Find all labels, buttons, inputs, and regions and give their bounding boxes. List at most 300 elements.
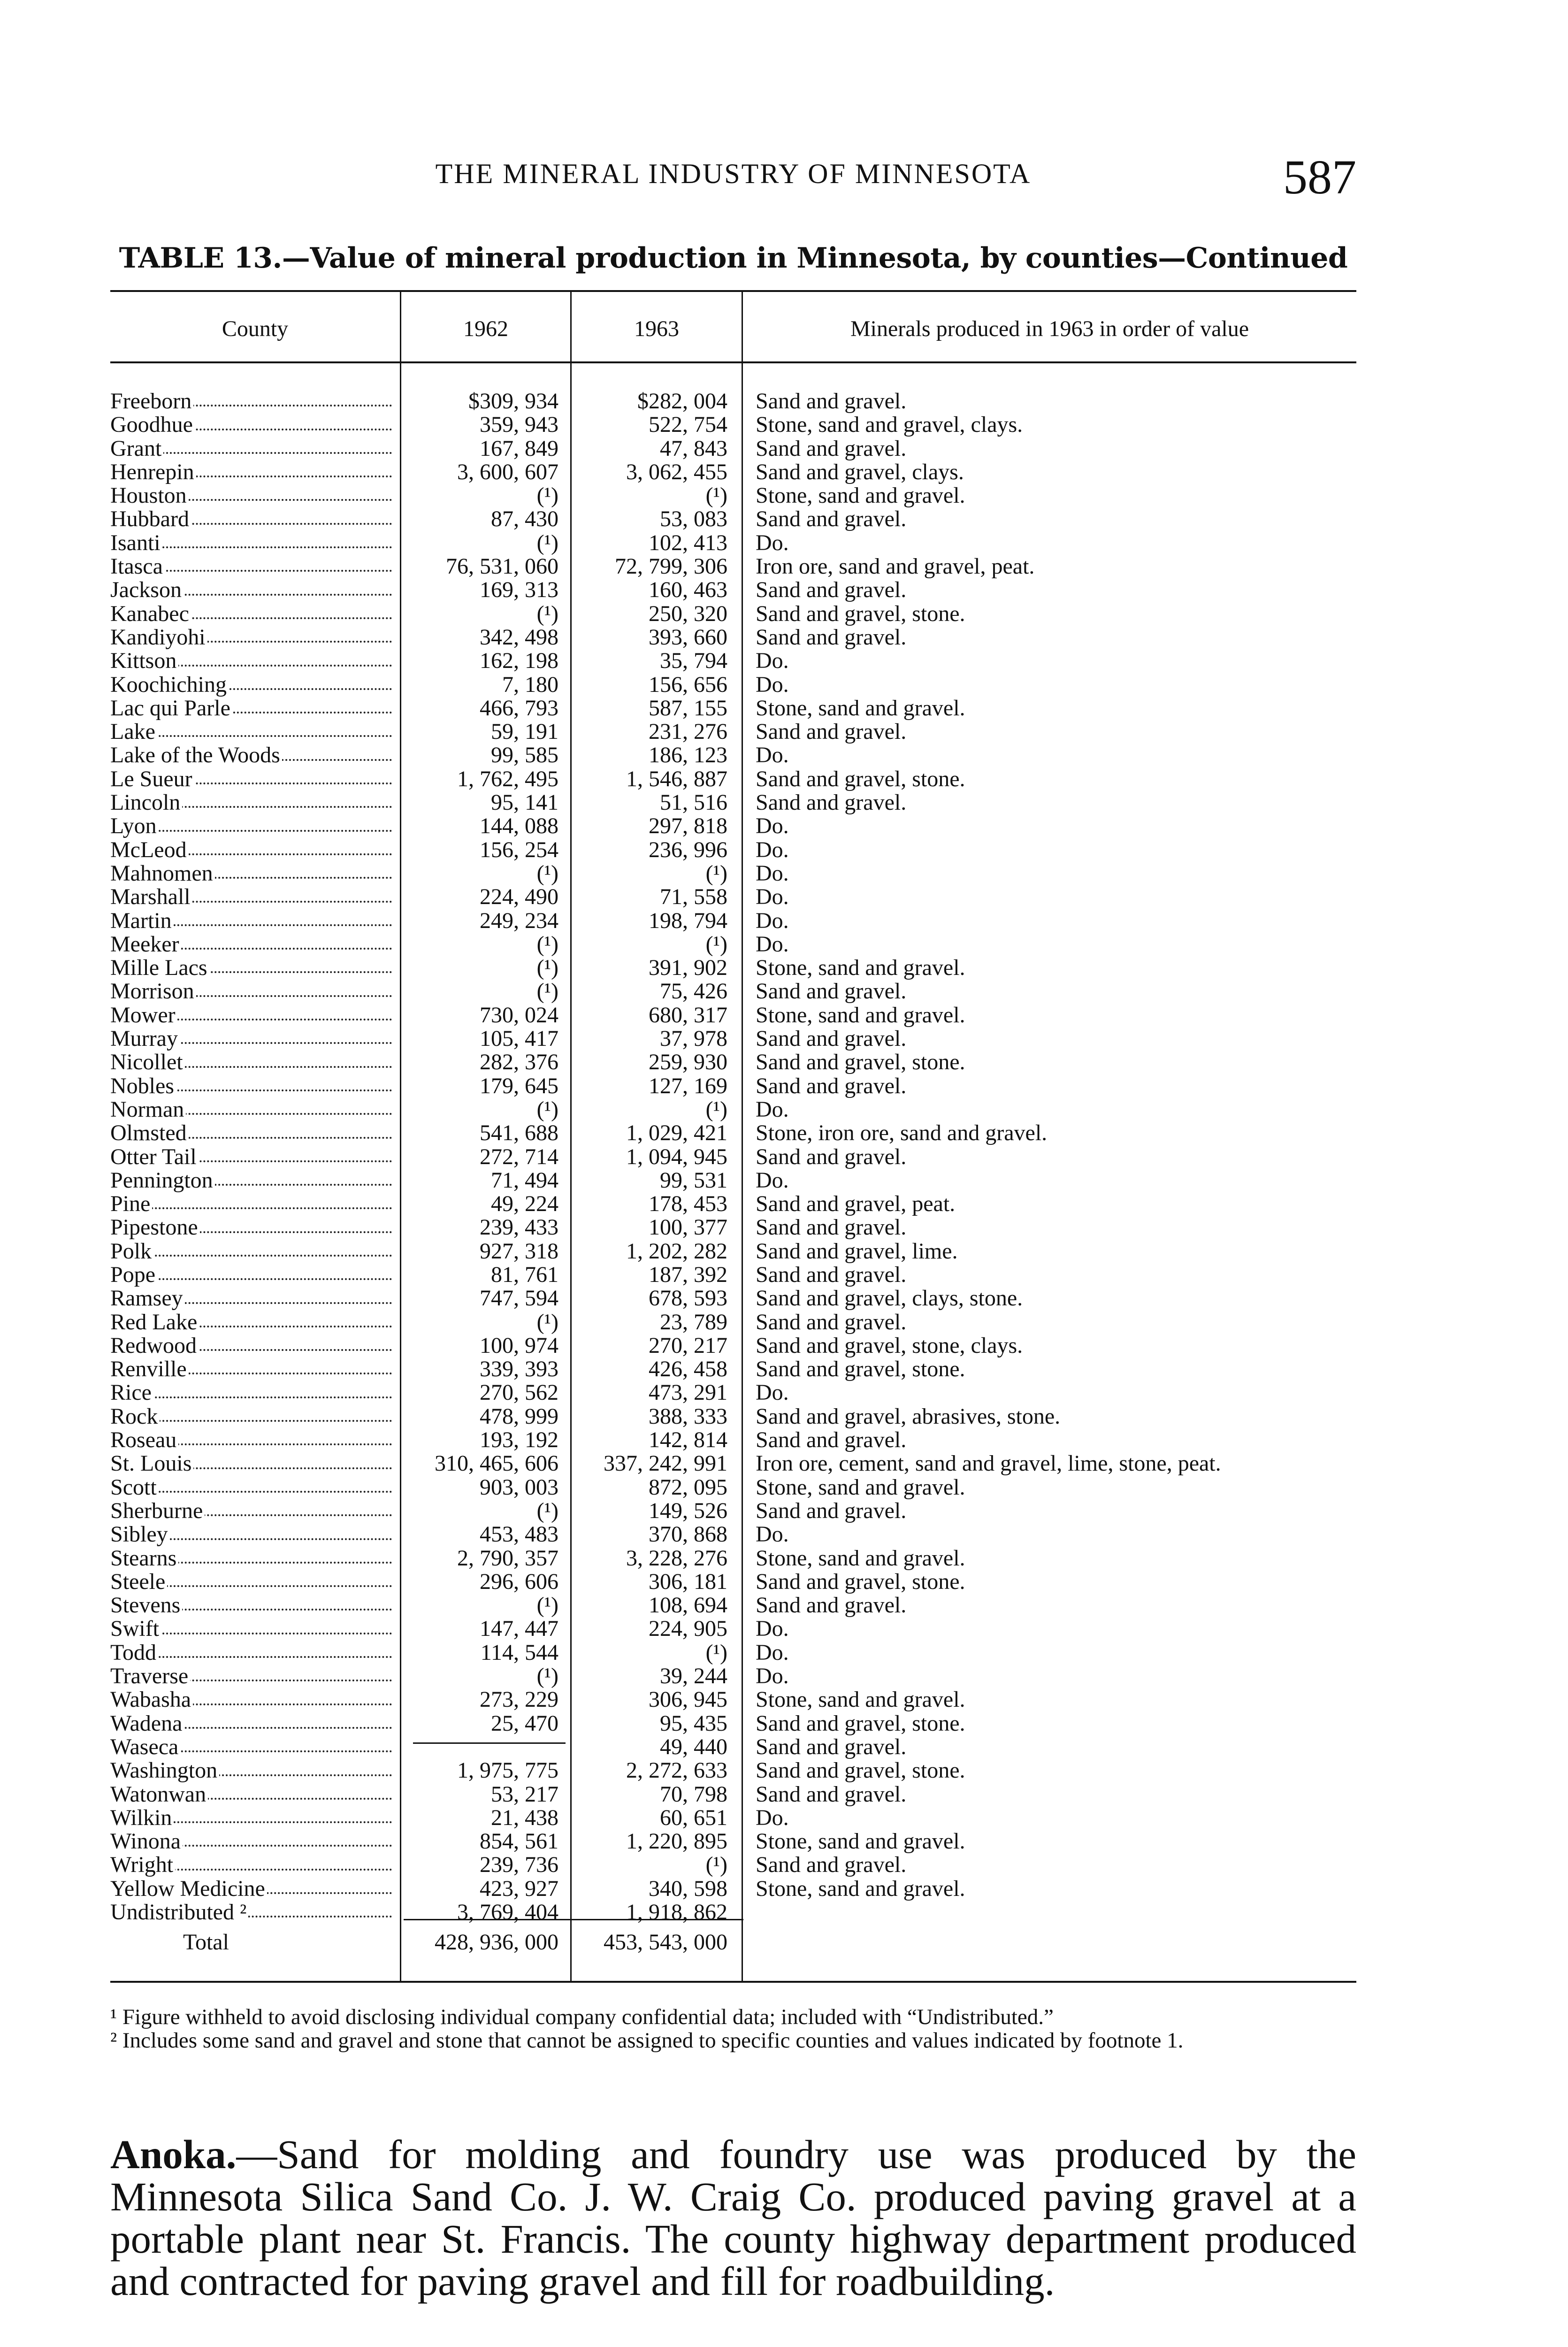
value-1962-cell: 147, 447 bbox=[480, 1617, 558, 1641]
minerals-cell: Iron ore, cement, sand and gravel, lime, stone, peat. bbox=[756, 1452, 1221, 1476]
value-1962-cell: 99, 585 bbox=[491, 744, 558, 767]
county-cell bbox=[110, 814, 392, 838]
value-1962-cell: 466, 793 bbox=[480, 696, 558, 721]
county-name: Koochiching bbox=[110, 673, 229, 697]
value-1962-cell: 747, 594 bbox=[480, 1287, 558, 1311]
county-cell bbox=[110, 437, 392, 460]
minerals-cell: Do. bbox=[756, 861, 789, 886]
paragraph-lead: Anoka. bbox=[110, 2132, 237, 2177]
county-cell bbox=[110, 1452, 392, 1475]
value-1963-cell: 426, 458 bbox=[649, 1358, 727, 1381]
county-name: McLeod bbox=[110, 838, 189, 862]
county-cell bbox=[110, 1145, 392, 1169]
value-1962-cell: 100, 974 bbox=[480, 1334, 558, 1358]
value-1962-cell: 296, 606 bbox=[480, 1570, 558, 1594]
minerals-cell: Stone, sand and gravel. bbox=[756, 1003, 965, 1028]
value-1963-cell: 102, 413 bbox=[649, 531, 727, 555]
value-1962-cell: 339, 393 bbox=[480, 1358, 558, 1381]
value-1962-cell: $309, 934 bbox=[468, 390, 558, 414]
county-cell bbox=[110, 460, 392, 484]
minerals-cell: Sand and gravel. bbox=[756, 1782, 907, 1806]
county-name: Redwood bbox=[110, 1334, 199, 1358]
county-cell bbox=[110, 1074, 392, 1098]
value-1962-cell: 249, 234 bbox=[480, 909, 558, 933]
value-1963-cell: (¹) bbox=[705, 932, 727, 957]
value-1962-cell: 7, 180 bbox=[502, 673, 558, 697]
county-name: Goodhue bbox=[110, 413, 195, 437]
minerals-cell: Do. bbox=[756, 649, 789, 673]
value-1963-cell: (¹) bbox=[705, 484, 727, 508]
value-1963-cell: 306, 181 bbox=[649, 1570, 727, 1594]
county-name: Polk bbox=[110, 1240, 153, 1263]
value-1962-cell: 49, 224 bbox=[491, 1192, 558, 1216]
value-1962-cell: 478, 999 bbox=[480, 1404, 558, 1429]
value-1963-cell: (¹) bbox=[705, 1097, 727, 1122]
county-cell bbox=[110, 413, 392, 437]
county-cell bbox=[110, 791, 392, 814]
value-1963-cell: 678, 593 bbox=[649, 1287, 727, 1311]
county-cell bbox=[110, 1594, 392, 1617]
county-cell bbox=[110, 1688, 392, 1711]
county-name: Morrison bbox=[110, 980, 196, 1003]
minerals-cell: Sand and gravel, stone. bbox=[756, 1570, 965, 1594]
county-cell bbox=[110, 1358, 392, 1381]
value-1962-cell: (¹) bbox=[536, 932, 558, 957]
value-1963-cell: 95, 435 bbox=[660, 1711, 727, 1735]
column-rule-2 bbox=[570, 291, 572, 1981]
value-1963-cell: 236, 996 bbox=[649, 838, 727, 862]
minerals-cell: Stone, sand and gravel. bbox=[756, 1877, 965, 1901]
value-1962-cell: 162, 198 bbox=[480, 649, 558, 673]
county-name: Itasca bbox=[110, 555, 165, 578]
value-1962-cell: 144, 088 bbox=[480, 814, 558, 838]
county-cell bbox=[110, 1853, 392, 1877]
value-1963-cell: 72, 799, 306 bbox=[615, 555, 727, 579]
county-name: Renville bbox=[110, 1358, 189, 1381]
county-cell bbox=[110, 1051, 392, 1074]
value-1963-cell: $282, 004 bbox=[637, 390, 727, 414]
value-1963-cell: 522, 754 bbox=[649, 413, 727, 437]
county-cell bbox=[110, 1287, 392, 1310]
minerals-cell: Sand and gravel, lime. bbox=[756, 1239, 958, 1263]
value-1963-cell: 149, 526 bbox=[649, 1499, 727, 1523]
value-1962-cell: 1, 762, 495 bbox=[457, 767, 558, 791]
county-cell bbox=[110, 673, 392, 697]
minerals-cell: Sand and gravel. bbox=[756, 720, 907, 744]
minerals-cell: Stone, sand and gravel. bbox=[756, 1475, 965, 1499]
minerals-cell: Sand and gravel, stone. bbox=[756, 767, 965, 791]
value-1962-cell: 310, 465, 606 bbox=[435, 1452, 558, 1476]
value-1962-cell: 224, 490 bbox=[480, 885, 558, 909]
county-name: Rock bbox=[110, 1405, 160, 1428]
county-name: Washington bbox=[110, 1759, 219, 1782]
value-1963-cell: 23, 789 bbox=[660, 1310, 727, 1334]
value-1962-cell: 854, 561 bbox=[480, 1830, 558, 1854]
value-1963-cell: 680, 317 bbox=[649, 1003, 727, 1028]
value-1962-cell: (¹) bbox=[536, 602, 558, 626]
value-1963-cell: 108, 694 bbox=[649, 1594, 727, 1618]
column-header-1962: 1962 bbox=[463, 316, 508, 341]
minerals-cell: Sand and gravel. bbox=[756, 1145, 907, 1169]
county-name: Freeborn bbox=[110, 390, 193, 413]
value-1962-cell: 423, 927 bbox=[480, 1877, 558, 1901]
minerals-cell: Sand and gravel, stone. bbox=[756, 602, 965, 626]
value-1962-cell: (¹) bbox=[536, 484, 558, 508]
county-name: Stevens bbox=[110, 1594, 182, 1617]
county-name: Norman bbox=[110, 1098, 186, 1121]
value-1963-cell: 60, 651 bbox=[660, 1806, 727, 1830]
dot-leader bbox=[110, 1207, 392, 1209]
value-1963-cell: 2, 272, 633 bbox=[626, 1759, 727, 1783]
value-1963-cell: 37, 978 bbox=[660, 1027, 727, 1051]
value-1962-cell: 239, 736 bbox=[480, 1853, 558, 1877]
county-name: Mille Lacs bbox=[110, 956, 209, 980]
value-1962-cell: 3, 600, 607 bbox=[457, 460, 558, 484]
minerals-cell: Stone, sand and gravel. bbox=[756, 1688, 965, 1712]
minerals-cell bbox=[756, 1901, 1359, 1924]
footnotes bbox=[110, 2005, 1356, 2052]
value-1963-cell: 270, 217 bbox=[649, 1334, 727, 1358]
value-1963-cell: 1, 220, 895 bbox=[626, 1830, 727, 1854]
minerals-cell: Sand and gravel. bbox=[756, 980, 907, 1004]
minerals-cell: Stone, sand and gravel. bbox=[756, 696, 965, 721]
value-1963-cell: 587, 155 bbox=[649, 696, 727, 721]
county-name: Mahnomen bbox=[110, 862, 215, 885]
county-cell bbox=[110, 1476, 392, 1499]
minerals-cell: Sand and gravel, clays. bbox=[756, 460, 964, 484]
value-1962-cell: 169, 313 bbox=[480, 578, 558, 602]
county-cell bbox=[110, 1240, 392, 1263]
county-name: Red Lake bbox=[110, 1311, 199, 1334]
minerals-cell: Sand and gravel. bbox=[756, 1499, 907, 1523]
column-header-county: County bbox=[222, 316, 289, 341]
county-name: Swift bbox=[110, 1617, 161, 1641]
value-1963-cell: 127, 169 bbox=[649, 1074, 727, 1098]
value-1963-cell: 178, 453 bbox=[649, 1192, 727, 1216]
value-1963-cell: 187, 392 bbox=[649, 1263, 727, 1287]
value-1962-cell: 59, 191 bbox=[491, 720, 558, 744]
value-1963-cell: 71, 558 bbox=[660, 885, 727, 909]
county-cell bbox=[110, 602, 392, 626]
county-cell bbox=[110, 390, 392, 413]
county-name: Henrepin bbox=[110, 460, 196, 484]
minerals-cell: Do. bbox=[756, 885, 789, 909]
value-1963-cell: 473, 291 bbox=[649, 1381, 727, 1405]
value-1962-cell: (¹) bbox=[536, 1499, 558, 1523]
county-name: Yellow Medicine bbox=[110, 1877, 267, 1901]
minerals-cell: Stone, sand and gravel, clays. bbox=[756, 413, 1023, 437]
paragraph-text: —Sand for molding and foundry use was produced by the Minnesota Silica Sand Co. J. W. Craig Co. produced paving gravel at a portable plant near St. Francis. The county highway department produced and contracted for paving gravel and fill for roadbuilding. bbox=[110, 2132, 1356, 2304]
value-1962-cell: 105, 417 bbox=[480, 1027, 558, 1051]
value-1963-cell: 35, 794 bbox=[660, 649, 727, 673]
county-name: Scott bbox=[110, 1476, 159, 1499]
value-1962-cell: 541, 688 bbox=[480, 1121, 558, 1145]
minerals-cell: Sand and gravel. bbox=[756, 1428, 907, 1452]
minerals-cell: Sand and gravel. bbox=[756, 1027, 907, 1051]
value-1962-cell: (¹) bbox=[536, 1664, 558, 1688]
value-1963-cell: 100, 377 bbox=[649, 1216, 727, 1240]
minerals-cell: Sand and gravel. bbox=[756, 1594, 907, 1618]
footnote-1: ¹ Figure withheld to avoid disclosing individual company confidential data; included with “Undistributed.” bbox=[110, 2005, 1054, 2029]
values-1963-column bbox=[582, 390, 727, 1924]
minerals-cell: Do. bbox=[756, 531, 789, 555]
minerals-cell: Stone, sand and gravel. bbox=[756, 1546, 965, 1570]
value-1963-cell: 1, 546, 887 bbox=[626, 767, 727, 791]
county-name: Pennington bbox=[110, 1169, 215, 1192]
value-1963-cell: 340, 598 bbox=[649, 1877, 727, 1901]
county-cell bbox=[110, 1216, 392, 1239]
column-rule-3 bbox=[742, 291, 743, 1981]
value-1963-cell: 306, 945 bbox=[649, 1688, 727, 1712]
county-cell bbox=[110, 1712, 392, 1735]
values-1962-column bbox=[413, 390, 558, 1924]
minerals-cell: Do. bbox=[756, 1097, 789, 1122]
value-1962-cell: 81, 761 bbox=[491, 1263, 558, 1287]
total-label: Total bbox=[183, 1930, 229, 1955]
county-cell bbox=[110, 767, 392, 791]
county-cell bbox=[110, 578, 392, 602]
minerals-cell: Sand and gravel. bbox=[756, 390, 907, 414]
county-name: Wadena bbox=[110, 1712, 184, 1735]
value-1963-cell: 156, 656 bbox=[649, 673, 727, 697]
total-1963: 453, 543, 000 bbox=[604, 1930, 727, 1955]
minerals-cell: Do. bbox=[756, 1168, 789, 1193]
county-cell bbox=[110, 1405, 392, 1428]
county-cell bbox=[110, 1121, 392, 1145]
county-cell bbox=[110, 1735, 392, 1759]
county-name: Nicollet bbox=[110, 1051, 185, 1074]
value-1962-cell: 342, 498 bbox=[480, 625, 558, 650]
minerals-column bbox=[756, 390, 1359, 1924]
county-column bbox=[110, 390, 392, 1924]
county-name: Martin bbox=[110, 909, 174, 933]
minerals-cell: Do. bbox=[756, 1806, 789, 1830]
value-1963-cell: 3, 062, 455 bbox=[626, 460, 727, 484]
county-cell bbox=[110, 507, 392, 531]
value-1963-cell: 70, 798 bbox=[660, 1782, 727, 1806]
value-1963-cell: 198, 794 bbox=[649, 909, 727, 933]
county-name: Steele bbox=[110, 1570, 167, 1594]
county-name: Houston bbox=[110, 484, 189, 507]
minerals-cell: Do. bbox=[756, 838, 789, 862]
value-1963-cell: 53, 083 bbox=[660, 507, 727, 531]
county-name: Hubbard bbox=[110, 507, 191, 531]
value-1963-cell: 1, 029, 421 bbox=[626, 1121, 727, 1145]
county-name: Jackson bbox=[110, 578, 184, 602]
table-caption: TABLE 13.—Value of mineral production in Minnesota, by counties—Continued bbox=[119, 242, 1348, 275]
county-cell bbox=[110, 1334, 392, 1358]
value-1962-cell: 156, 254 bbox=[480, 838, 558, 862]
county-name: Marshall bbox=[110, 885, 192, 909]
table-bottom-rule bbox=[110, 1981, 1356, 1983]
value-1962-cell: 453, 483 bbox=[480, 1523, 558, 1547]
value-1962-cell: (¹) bbox=[536, 1310, 558, 1334]
county-cell bbox=[110, 1027, 392, 1051]
value-1963-cell: 39, 244 bbox=[660, 1664, 727, 1688]
value-1962-cell: 25, 470 bbox=[491, 1711, 558, 1735]
county-cell bbox=[110, 697, 392, 720]
county-name: Wabasha bbox=[110, 1688, 193, 1711]
minerals-cell: Sand and gravel. bbox=[756, 1074, 907, 1098]
minerals-cell: Sand and gravel, stone, clays. bbox=[756, 1334, 1023, 1358]
county-cell bbox=[110, 1759, 392, 1782]
value-1963-cell: 3, 228, 276 bbox=[626, 1546, 727, 1570]
county-name: Wright bbox=[110, 1853, 175, 1877]
value-1962-cell: 239, 433 bbox=[480, 1216, 558, 1240]
value-1962-cell: 21, 438 bbox=[491, 1806, 558, 1830]
minerals-cell: Stone, sand and gravel. bbox=[756, 1830, 965, 1854]
county-cell bbox=[110, 531, 392, 555]
minerals-cell: Stone, iron ore, sand and gravel. bbox=[756, 1121, 1048, 1145]
minerals-cell: Do. bbox=[756, 814, 789, 838]
county-name: Rice bbox=[110, 1381, 153, 1404]
value-1963-cell: (¹) bbox=[705, 861, 727, 886]
county-name: Sibley bbox=[110, 1523, 170, 1546]
county-cell bbox=[110, 484, 392, 507]
value-1963-cell: 388, 333 bbox=[649, 1404, 727, 1429]
county-cell bbox=[110, 744, 392, 767]
value-1962-cell: 270, 562 bbox=[480, 1381, 558, 1405]
value-1963-cell: 393, 660 bbox=[649, 625, 727, 650]
minerals-cell: Sand and gravel. bbox=[756, 578, 907, 602]
value-1962-cell: 2, 790, 357 bbox=[457, 1546, 558, 1570]
county-cell bbox=[110, 1098, 392, 1121]
county-cell bbox=[110, 980, 392, 1003]
minerals-cell: Sand and gravel. bbox=[756, 1263, 907, 1287]
minerals-cell: Sand and gravel. bbox=[756, 1310, 907, 1334]
county-cell bbox=[110, 1523, 392, 1546]
minerals-cell: Sand and gravel, peat. bbox=[756, 1192, 956, 1216]
value-1963-cell: 142, 814 bbox=[649, 1428, 727, 1452]
county-name: Waseca bbox=[110, 1735, 180, 1759]
value-1963-cell: 250, 320 bbox=[649, 602, 727, 626]
county-cell bbox=[110, 862, 392, 885]
value-1963-cell: 259, 930 bbox=[649, 1051, 727, 1074]
county-cell bbox=[110, 1783, 392, 1806]
value-1963-cell: 337, 242, 991 bbox=[604, 1452, 727, 1476]
county-name: Lyon bbox=[110, 814, 159, 838]
county-cell bbox=[110, 1311, 392, 1334]
minerals-cell: Stone, sand and gravel. bbox=[756, 956, 965, 980]
county-name: Olmsted bbox=[110, 1121, 189, 1145]
value-1962-cell: 272, 714 bbox=[480, 1145, 558, 1169]
minerals-cell: Sand and gravel. bbox=[756, 437, 907, 460]
value-1962-cell: (¹) bbox=[536, 861, 558, 886]
minerals-cell: Sand and gravel. bbox=[756, 507, 907, 531]
value-1963-cell: 872, 095 bbox=[649, 1475, 727, 1499]
county-cell bbox=[110, 1169, 392, 1192]
county-name: Grant bbox=[110, 437, 163, 460]
county-cell bbox=[110, 909, 392, 933]
value-1962-cell: 167, 849 bbox=[480, 437, 558, 460]
value-1963-cell: 1, 918, 862 bbox=[626, 1901, 727, 1925]
county-name: Sherburne bbox=[110, 1499, 205, 1523]
minerals-cell: Do. bbox=[756, 744, 789, 767]
county-cell bbox=[110, 720, 392, 744]
value-1962-cell: 359, 943 bbox=[480, 413, 558, 437]
column-header-1963: 1963 bbox=[634, 316, 679, 341]
county-name: Le Sueur bbox=[110, 767, 194, 791]
value-1962-cell: 179, 645 bbox=[480, 1074, 558, 1098]
county-name: Kanabec bbox=[110, 602, 191, 626]
minerals-cell: Sand and gravel. bbox=[756, 1853, 907, 1877]
minerals-cell: Do. bbox=[756, 1641, 789, 1665]
minerals-cell: Sand and gravel, stone. bbox=[756, 1759, 965, 1783]
value-1963-cell: 391, 902 bbox=[649, 956, 727, 980]
county-cell bbox=[110, 1806, 392, 1830]
total-1962: 428, 936, 000 bbox=[435, 1930, 558, 1955]
county-name: Roseau bbox=[110, 1428, 178, 1452]
county-cell bbox=[110, 1641, 392, 1664]
value-1962-cell: 193, 192 bbox=[480, 1428, 558, 1452]
page-number: 587 bbox=[1283, 150, 1356, 204]
county-cell bbox=[110, 626, 392, 649]
value-1963-cell: 231, 276 bbox=[649, 720, 727, 744]
county-cell bbox=[110, 1877, 392, 1901]
minerals-cell: Sand and gravel. bbox=[756, 791, 907, 815]
county-cell bbox=[110, 1617, 392, 1641]
minerals-cell: Do. bbox=[756, 932, 789, 957]
county-cell bbox=[110, 1664, 392, 1688]
value-1963-cell: 224, 905 bbox=[649, 1617, 727, 1641]
minerals-cell: Sand and gravel, abrasives, stone. bbox=[756, 1404, 1061, 1429]
minerals-cell: Sand and gravel, clays, stone. bbox=[756, 1287, 1023, 1311]
value-1962-cell: 1, 975, 775 bbox=[457, 1759, 558, 1783]
county-cell bbox=[110, 1901, 392, 1924]
county-name: Todd bbox=[110, 1641, 158, 1664]
value-1963-cell: 99, 531 bbox=[660, 1168, 727, 1193]
value-1963-cell: (¹) bbox=[705, 1641, 727, 1665]
value-1962-cell: (¹) bbox=[536, 1594, 558, 1618]
minerals-cell: Do. bbox=[756, 909, 789, 933]
minerals-cell: Do. bbox=[756, 1523, 789, 1547]
county-name: Murray bbox=[110, 1027, 180, 1051]
value-1962-cell: 927, 318 bbox=[480, 1239, 558, 1263]
minerals-cell: Sand and gravel. bbox=[756, 1735, 907, 1759]
column-rule-1 bbox=[400, 291, 401, 1981]
county-cell bbox=[110, 1192, 392, 1216]
county-name: Stearns bbox=[110, 1547, 178, 1570]
value-1962-cell: (¹) bbox=[536, 980, 558, 1004]
county-name: Meeker bbox=[110, 933, 181, 956]
county-name: Lake of the Woods bbox=[110, 744, 282, 767]
county-name: Pine bbox=[110, 1192, 152, 1216]
county-name: Ramsey bbox=[110, 1287, 185, 1310]
minerals-cell: Sand and gravel. bbox=[756, 1216, 907, 1240]
county-name: Winona bbox=[110, 1830, 183, 1853]
running-title: THE MINERAL INDUSTRY OF MINNESOTA bbox=[435, 158, 1032, 189]
county-name: Nobles bbox=[110, 1074, 176, 1098]
county-cell bbox=[110, 1547, 392, 1570]
value-1962-cell: 71, 494 bbox=[491, 1168, 558, 1193]
county-cell bbox=[110, 1428, 392, 1452]
county-cell bbox=[110, 1570, 392, 1594]
running-head bbox=[110, 149, 1356, 210]
minerals-cell: Do. bbox=[756, 673, 789, 697]
county-cell bbox=[110, 1263, 392, 1287]
minerals-cell: Iron ore, sand and gravel, peat. bbox=[756, 555, 1035, 579]
value-1962-cell: 53, 217 bbox=[491, 1782, 558, 1806]
value-1962-cell: 903, 003 bbox=[480, 1475, 558, 1499]
county-cell bbox=[110, 555, 392, 578]
value-1963-cell: 297, 818 bbox=[649, 814, 727, 838]
county-name: Traverse bbox=[110, 1664, 190, 1688]
county-cell bbox=[110, 885, 392, 909]
footnote-2: ² Includes some sand and gravel and stone that cannot be assigned to specific counties and values indicated by footnote 1. bbox=[110, 2028, 1184, 2053]
county-cell bbox=[110, 1830, 392, 1853]
body-paragraph bbox=[110, 2133, 1356, 2302]
county-name: Mower bbox=[110, 1004, 177, 1027]
